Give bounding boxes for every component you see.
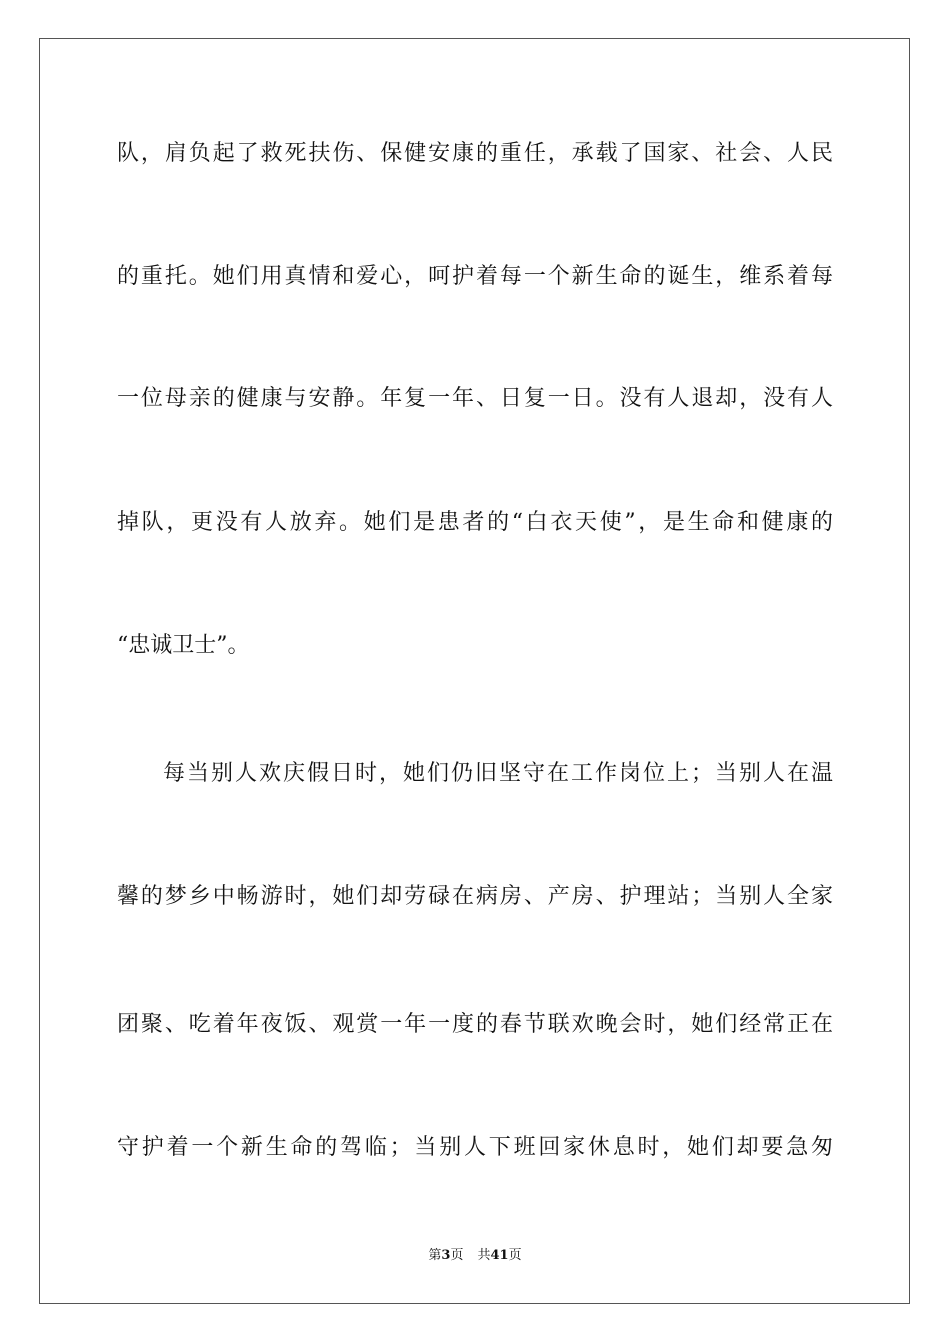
text-line-9: 守护着一个新生命的驾临；当别人下班回家休息时，她们却要急匆 (117, 1135, 833, 1160)
total-suffix: 页 (508, 1248, 522, 1263)
text-line-3: 一位母亲的健康与安静。年复一年、日复一日。没有人退却，没有人 (117, 386, 833, 411)
text-line-8: 团聚、吃着年夜饭、观赏一年一度的春节联欢晚会时，她们经常正在 (117, 1012, 833, 1037)
text-line-2: 的重托。她们用真情和爱心，呵护着每一个新生命的诞生，维系着每 (117, 264, 833, 289)
text-line-1: 队，肩负起了救死扶伤、保健安康的重任，承载了国家、社会、人民 (117, 141, 833, 166)
text-line-6: 每当别人欢庆假日时，她们仍旧坚守在工作岗位上；当别人在温 (163, 761, 833, 786)
page-suffix: 页 (450, 1248, 464, 1263)
page-number: 3 (441, 1248, 451, 1263)
total-pages: 41 (490, 1248, 509, 1263)
page-footer (0, 1248, 950, 1264)
page-prefix: 第 (428, 1248, 442, 1263)
text-line-5: “忠诚卫士”。 (117, 633, 250, 658)
text-line-4: 掉队，更没有人放弃。她们是患者的“白衣天使”，是生命和健康的 (117, 510, 833, 535)
text-line-7: 馨的梦乡中畅游时，她们却劳碌在病房、产房、护理站；当别人全家 (117, 884, 833, 909)
total-prefix: 共 (477, 1248, 491, 1263)
page-border (39, 38, 910, 1304)
